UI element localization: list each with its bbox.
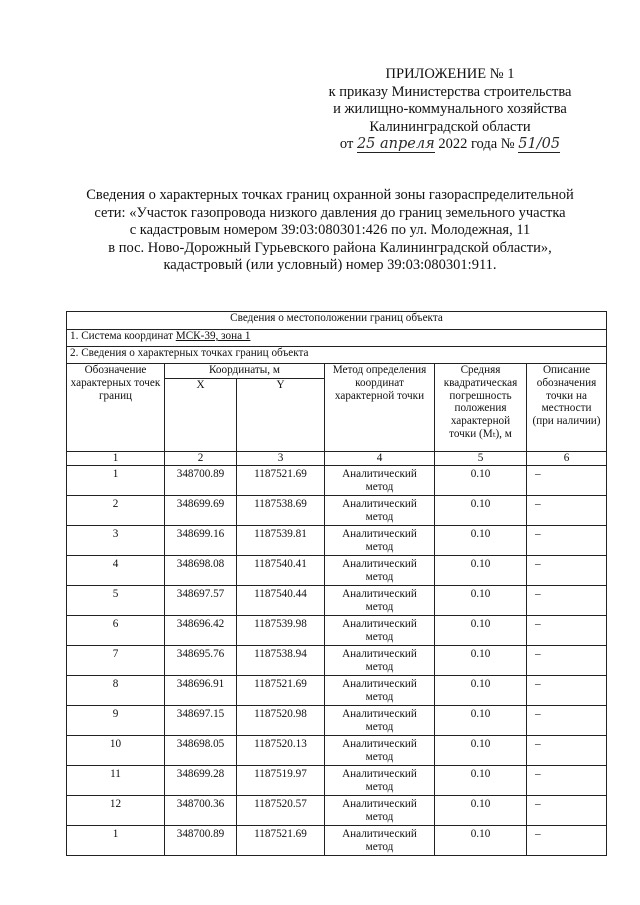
- point-cell: 5: [67, 586, 165, 616]
- method-cell: Аналитический метод: [325, 586, 435, 616]
- table-row: [67, 796, 607, 826]
- error-cell: 0.10: [435, 556, 527, 586]
- y-cell: 1187538.69: [237, 496, 325, 526]
- error-cell: 0.10: [435, 496, 527, 526]
- table-row: [67, 676, 607, 706]
- y-cell: 1187539.81: [237, 526, 325, 556]
- error-cell: 0.10: [435, 646, 527, 676]
- description-cell: –: [527, 706, 607, 736]
- x-cell: 348698.08: [165, 556, 237, 586]
- heading-line-3: с кадастровым номером 39:03:080301:426 по ул. Молодежная, 11: [129, 222, 531, 239]
- table-row: [67, 826, 607, 856]
- x-cell: 348695.76: [165, 646, 237, 676]
- error-cell: 0.10: [435, 766, 527, 796]
- point-cell: 7: [67, 646, 165, 676]
- header-description: Описание обозначения точки на местности (при наличии): [527, 364, 607, 452]
- x-cell: 348696.42: [165, 616, 237, 646]
- table-row: [67, 766, 607, 796]
- heading-line-4: в пос. Ново-Дорожный Гурьевского района Калининградской области»,: [108, 239, 552, 256]
- x-cell: 348700.89: [165, 826, 237, 856]
- description-cell: –: [527, 826, 607, 856]
- column-numbers-row: [67, 452, 607, 466]
- error-cell: 0.10: [435, 826, 527, 856]
- ministry-line: и жилищно-коммунального хозяйства: [333, 101, 567, 117]
- description-cell: –: [527, 586, 607, 616]
- x-cell: 348697.15: [165, 706, 237, 736]
- table-row: [67, 586, 607, 616]
- method-cell: Аналитический метод: [325, 706, 435, 736]
- coordinate-system-row: [67, 330, 607, 347]
- column-number: 2: [165, 452, 237, 466]
- x-cell: 348699.28: [165, 766, 237, 796]
- description-cell: –: [527, 766, 607, 796]
- boundary-points-table: [66, 311, 607, 856]
- column-number: 4: [325, 452, 435, 466]
- description-cell: –: [527, 556, 607, 586]
- header-method: Метод определения координат характерной точки: [325, 364, 435, 452]
- y-cell: 1187520.98: [237, 706, 325, 736]
- y-cell: 1187520.13: [237, 736, 325, 766]
- region-line: Калининградской области: [369, 118, 531, 135]
- handwritten-order-number: 51/05: [518, 136, 561, 152]
- header-error: Средняя квадратическая погрешность положения характерной точки (Mₜ), м: [435, 364, 527, 452]
- error-cell: 0.10: [435, 796, 527, 826]
- method-cell: Аналитический метод: [325, 766, 435, 796]
- date-suffix: 2022 года №: [438, 136, 515, 152]
- point-cell: 1: [67, 466, 165, 496]
- method-cell: Аналитический метод: [325, 676, 435, 706]
- appendix-title: ПРИЛОЖЕНИЕ № 1: [385, 66, 515, 82]
- column-number: 5: [435, 452, 527, 466]
- x-cell: 348700.36: [165, 796, 237, 826]
- point-cell: 11: [67, 766, 165, 796]
- description-cell: –: [527, 616, 607, 646]
- method-cell: Аналитический метод: [325, 466, 435, 496]
- error-cell: 0.10: [435, 616, 527, 646]
- coordinate-system-value: МСК-39, зона 1: [175, 330, 251, 342]
- description-cell: –: [527, 526, 607, 556]
- table-row: [67, 496, 607, 526]
- document-heading: [70, 187, 590, 275]
- x-cell: 348696.91: [165, 676, 237, 706]
- header-x: X: [165, 379, 237, 452]
- point-cell: 9: [67, 706, 165, 736]
- error-cell: 0.10: [435, 586, 527, 616]
- x-cell: 348700.89: [165, 466, 237, 496]
- y-cell: 1187540.44: [237, 586, 325, 616]
- error-cell: 0.10: [435, 736, 527, 766]
- table-row: [67, 646, 607, 676]
- table-row: [67, 466, 607, 496]
- y-cell: 1187521.69: [237, 676, 325, 706]
- method-cell: Аналитический метод: [325, 736, 435, 766]
- table-row: [67, 706, 607, 736]
- column-number: 3: [237, 452, 325, 466]
- handwritten-date: 25 апреля: [356, 136, 435, 152]
- method-cell: Аналитический метод: [325, 526, 435, 556]
- description-cell: –: [527, 796, 607, 826]
- point-cell: 10: [67, 736, 165, 766]
- date-prefix: от: [339, 136, 354, 152]
- description-cell: –: [527, 496, 607, 526]
- description-cell: –: [527, 676, 607, 706]
- point-cell: 3: [67, 526, 165, 556]
- x-cell: 348697.57: [165, 586, 237, 616]
- appendix-header: [300, 66, 600, 154]
- table-row: [67, 616, 607, 646]
- method-cell: Аналитический метод: [325, 646, 435, 676]
- header-point: Обозначение характерных точек границ: [67, 364, 165, 452]
- y-cell: 1187520.57: [237, 796, 325, 826]
- header-y: Y: [237, 379, 325, 452]
- error-cell: 0.10: [435, 676, 527, 706]
- method-cell: Аналитический метод: [325, 826, 435, 856]
- error-cell: 0.10: [435, 526, 527, 556]
- table-caption: Сведения о местоположении границ объекта: [67, 312, 607, 330]
- coordinate-system-label: 1. Система координат: [70, 330, 173, 342]
- description-cell: –: [527, 736, 607, 766]
- heading-line-1: Сведения о характерных точках границ охранной зоны газораспределительной: [86, 187, 574, 203]
- y-cell: 1187521.69: [237, 466, 325, 496]
- method-cell: Аналитический метод: [325, 616, 435, 646]
- y-cell: 1187540.41: [237, 556, 325, 586]
- method-cell: Аналитический метод: [325, 556, 435, 586]
- point-cell: 12: [67, 796, 165, 826]
- point-cell: 4: [67, 556, 165, 586]
- error-cell: 0.10: [435, 466, 527, 496]
- point-cell: 2: [67, 496, 165, 526]
- point-cell: 8: [67, 676, 165, 706]
- method-cell: Аналитический метод: [325, 796, 435, 826]
- point-cell: 1: [67, 826, 165, 856]
- column-number: 6: [527, 452, 607, 466]
- table-row: [67, 736, 607, 766]
- points-section-title: 2. Сведения о характерных точках границ объекта: [67, 347, 607, 364]
- order-date-line: [300, 136, 600, 154]
- heading-line-5: кадастровый (или условный) номер 39:03:080301:911.: [163, 257, 497, 274]
- x-cell: 348699.16: [165, 526, 237, 556]
- y-cell: 1187521.69: [237, 826, 325, 856]
- x-cell: 348698.05: [165, 736, 237, 766]
- order-reference-line: к приказу Министерства строительства: [328, 83, 572, 100]
- column-number: 1: [67, 452, 165, 466]
- header-coordinates: Координаты, м: [165, 364, 325, 379]
- y-cell: 1187538.94: [237, 646, 325, 676]
- y-cell: 1187519.97: [237, 766, 325, 796]
- description-cell: –: [527, 646, 607, 676]
- x-cell: 348699.69: [165, 496, 237, 526]
- table-row: [67, 556, 607, 586]
- point-cell: 6: [67, 616, 165, 646]
- method-cell: Аналитический метод: [325, 496, 435, 526]
- error-cell: 0.10: [435, 706, 527, 736]
- heading-line-2: сети: «Участок газопровода низкого давления до границ земельного участка: [94, 204, 566, 221]
- table-row: [67, 526, 607, 556]
- y-cell: 1187539.98: [237, 616, 325, 646]
- description-cell: –: [527, 466, 607, 496]
